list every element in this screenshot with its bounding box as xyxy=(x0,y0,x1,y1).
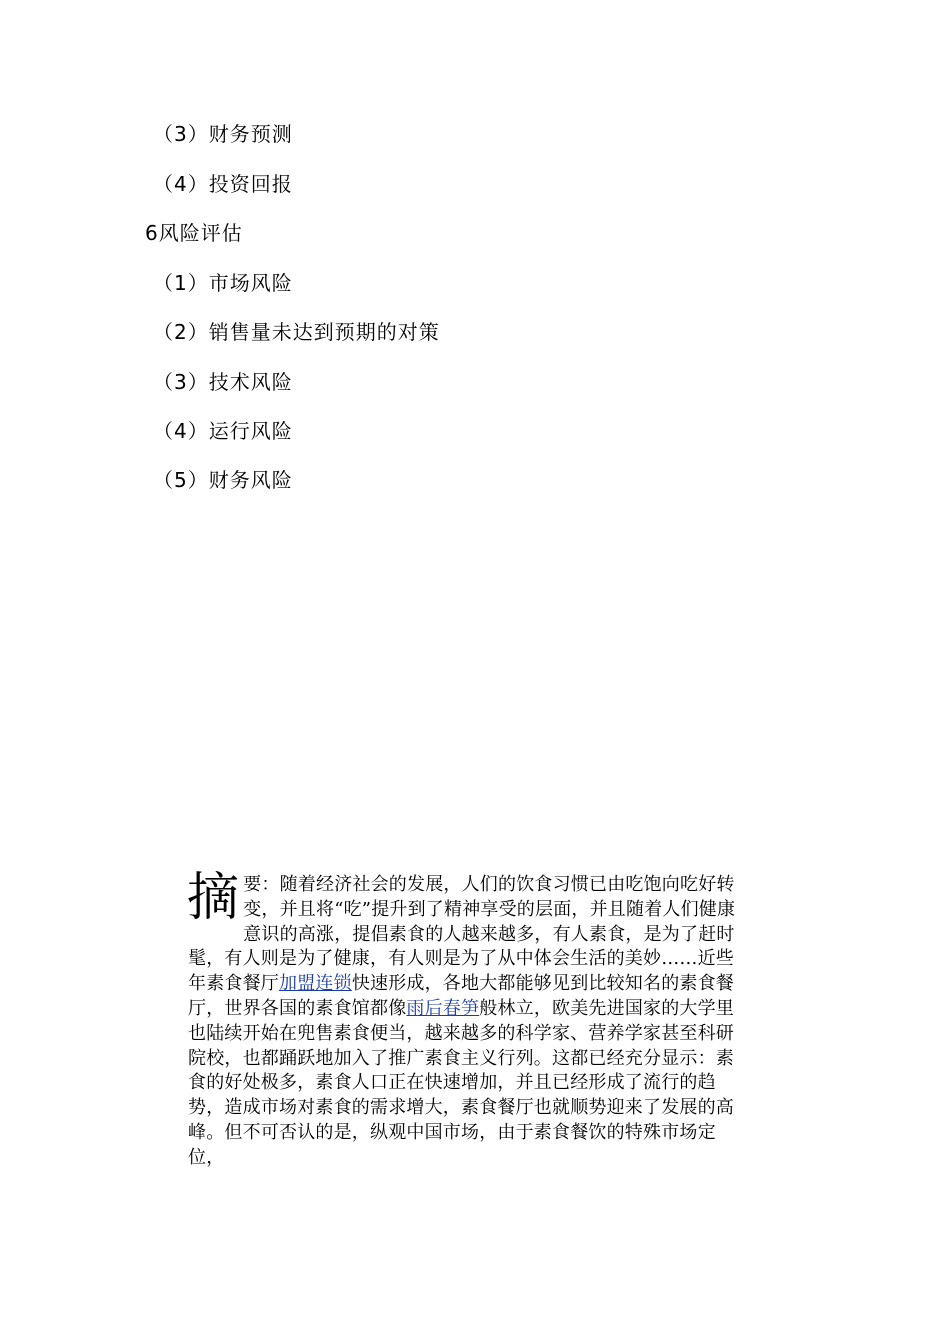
toc-item-operational-risk: （4）运行风险 xyxy=(153,419,293,443)
toc-item-financial-risk: （5）财务风险 xyxy=(153,468,293,492)
toc-item-technical-risk: （3）技术风险 xyxy=(153,370,293,394)
abstract-text-1: 要：随着经济社会的发展，人们的饮食习惯已由吃饱向吃好转变，并且将“吃”提升到了精神享受的层面，并且随着人们健康意识的高涨，提倡素食的人越来越多，有人素食，是为了赶时髦，有人则是为了健康，有人则是为了从中体会生活的美妙……近些年素食餐厅 xyxy=(188,874,736,995)
toc-section-risk-assessment: 6风险评估 xyxy=(145,221,243,245)
link-franchise-chain[interactable]: 加盟连锁 xyxy=(279,973,352,995)
toc-item-investment-return: （4）投资回报 xyxy=(153,172,293,196)
toc-item-market-risk: （1）市场风险 xyxy=(153,271,293,295)
abstract-dropcap: 摘 xyxy=(187,868,240,928)
abstract-text-2: 快速形成，各地大都能够见到比较知名的素食餐厅，世界各国的素食馆都像 xyxy=(188,973,735,1019)
abstract-text-3: 般林立，欧美先进国家的大学里也陆续开始在兜售素食便当，越来越多的科学家、营养学家甚至科研院校，也都踊跃地加入了推广素食主义行列。这都已经充分显示：素食的好处极多，素食人口正在快速增加，并且已经形成了流行的趋势，造成市场对素食的需求增大，素食餐厅也就顺势迎来了发展的高峰。但不可否认的是，纵观中国市场，由于素食餐饮的特殊市场定位， xyxy=(188,997,735,1168)
toc-item-financial-forecast: （3）财务预测 xyxy=(153,122,293,146)
toc-item-sales-countermeasures: （2）销售量未达到预期的对策 xyxy=(153,320,440,344)
abstract-paragraph xyxy=(187,868,748,1171)
link-mushrooming[interactable]: 雨后春笋 xyxy=(406,997,480,1019)
